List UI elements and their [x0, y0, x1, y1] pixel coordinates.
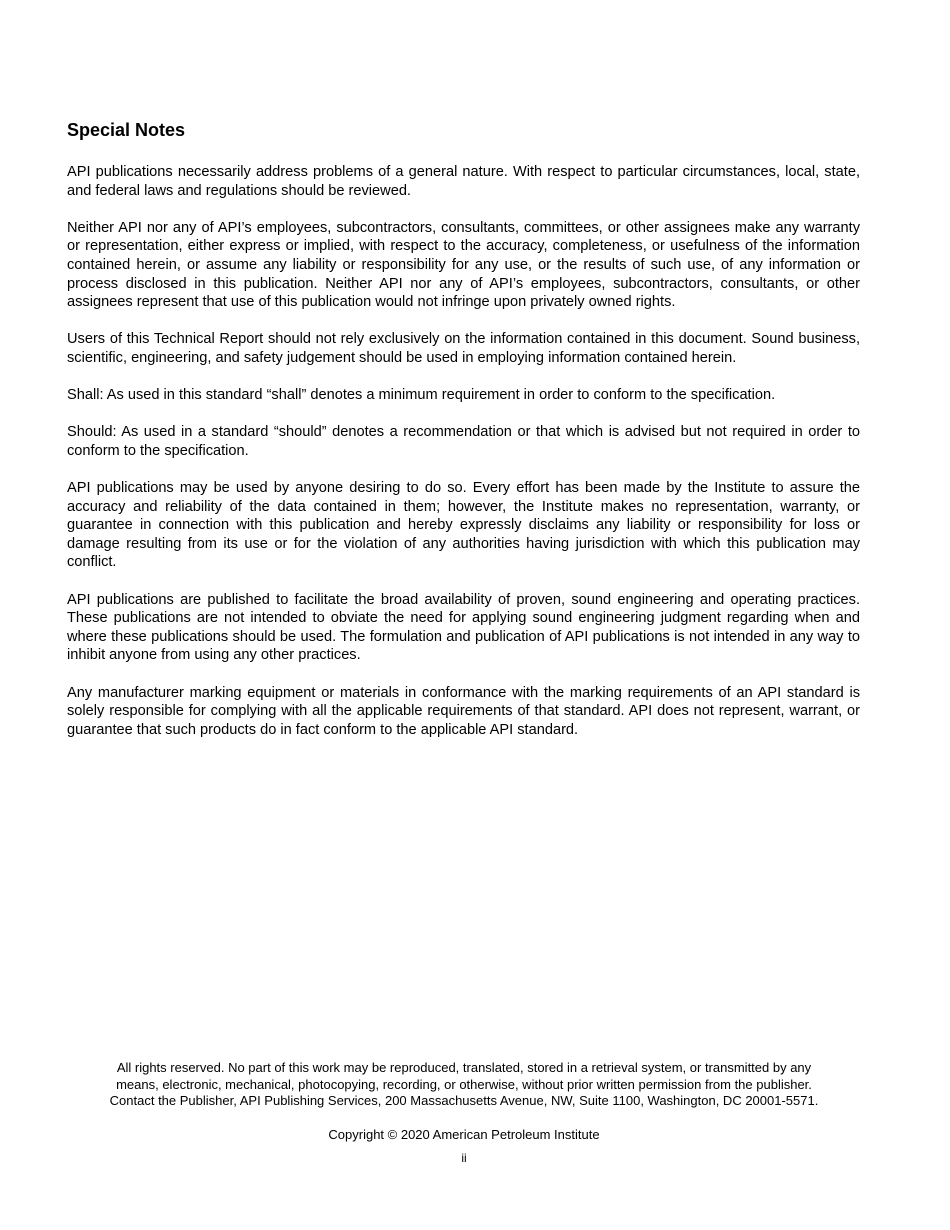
paragraph-warranty-disclaimer: Neither API nor any of API’s employees, subcontractors, consultants, committees, or other assignees make any warranty or representation, either express or implied, with respect to the accuracy, completeness, or usefulness of the information contained herein, or assume any liability or responsibility for any use, or the results of such use, of any information or process disclosed in this publication. Neither API nor any of API’s employees, subcontractors, consultants, or other assignees represent that use of this publication would not infringe upon privately owned rights.	[67, 219, 860, 311]
paragraph-general-nature: API publications necessarily address problems of a general nature. With respect to particular circumstances, local, state, and federal laws and regulations should be reviewed.	[67, 164, 860, 199]
paragraph-manufacturer-marking: Any manufacturer marking equipment or materials in conformance with the marking requirements of an API standard is solely responsible for complying with all the applicable requirements of that standard. API does not represent, warrant, or guarantee that such products do in fact conform to the applicable API standard.	[67, 684, 860, 738]
paragraph-technical-report-users: Users of this Technical Report should not rely exclusively on the information contained in this document. Sound business, scientific, engineering, and safety judgement should be used in employing information contained herein.	[67, 331, 860, 366]
page-footer	[60, 1060, 868, 1167]
paragraph-shall-definition: Shall: As used in this standard “shall” denotes a minimum requirement in order to conform to the specification.	[67, 387, 776, 404]
special-notes-section	[67, 119, 860, 758]
paragraph-should-definition: Should: As used in a standard “should” denotes a recommendation or that which is advised but not required in order to conform to the specification.	[67, 424, 860, 459]
rights-reserved-notice	[60, 1060, 868, 1110]
page-number: ii	[461, 1151, 467, 1166]
rights-line: All rights reserved. No part of this work may be reproduced, translated, stored in a retrieval system, or transmitted by any	[116, 1060, 812, 1075]
section-heading: Special Notes	[67, 120, 186, 140]
paragraph-publication-purpose: API publications are published to facilitate the broad availability of proven, sound engineering and operating practices. These publications are not intended to obviate the need for applying sound engineering judgment regarding when and where these publications should be used. The formulation and publication of API publications is not intended in any way to inhibit anyone from using any other practices.	[67, 591, 860, 664]
paragraph-liability-disclaimer: API publications may be used by anyone desiring to do so. Every effort has been made by the Institute to assure the accuracy and reliability of the data contained in them; however, the Institute makes no representation, warranty, or guarantee in connection with this publication and hereby expressly disclaims any liability or responsibility for loss or damage resulting from its use or for the violation of any authorities having jurisdiction with which this publication may conflict.	[67, 480, 860, 571]
rights-line: means, electronic, mechanical, photocopying, recording, or otherwise, without prior written permission from the publisher.	[116, 1076, 812, 1092]
rights-line: Contact the Publisher, API Publishing Services, 200 Massachusetts Avenue, NW, Suite 1100, Washington, DC 20001-5571.	[109, 1093, 819, 1109]
copyright-notice: Copyright © 2020 American Petroleum Institute	[328, 1126, 600, 1142]
